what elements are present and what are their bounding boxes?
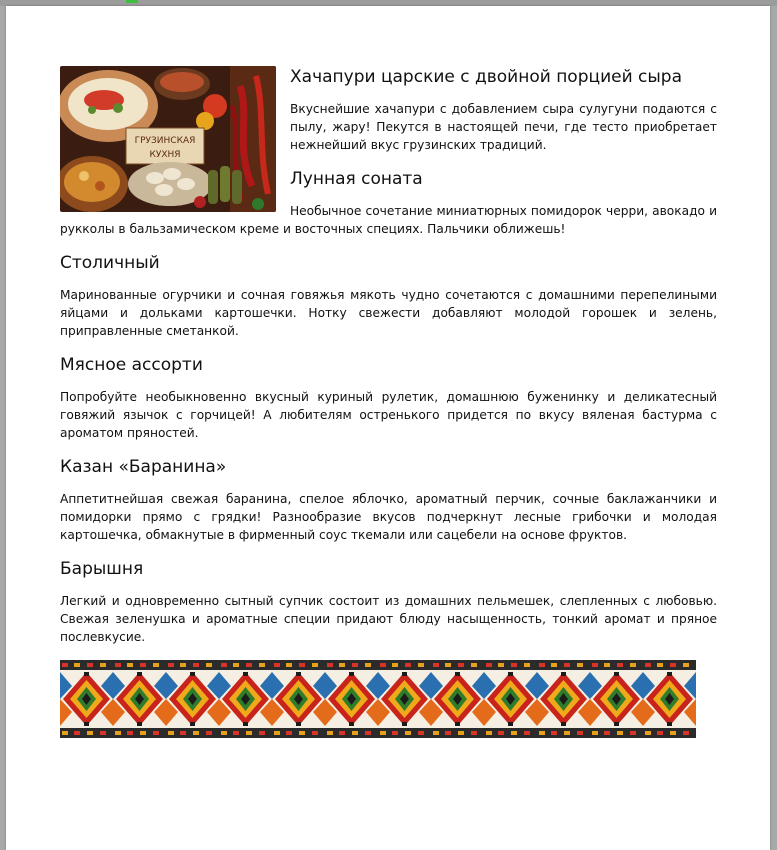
food-collage-image	[60, 66, 276, 212]
document-page	[6, 6, 770, 850]
section-title-baryshnya: Барышня	[60, 559, 144, 579]
image-caption-line2: КУХНЯ	[149, 150, 181, 160]
section-text-baryshnya: Легкий и одновременно сытный супчик состоит из домашних пельмешек, слепленных с любовью. Свежая зеленушка и ароматные специи придают блюду насыщенность, тонкий аромат и пряное послевкусие.	[60, 594, 717, 644]
section-title-khachapuri: Хачапури царские с двойной порцией сыра	[290, 67, 683, 87]
section-title-stolichny: Столичный	[60, 253, 160, 273]
section-text-khachapuri: Вкуснейшие хачапури с добавлением сыра сулугуни подаются с пылу, жару! Пекутся в настоящей печи, где тесто приобретает нежнейший вкус грузинских традиций.	[290, 102, 717, 152]
section-text-stolichny: Маринованные огурчики и сочная говяжья мякоть чудно сочетаются с домашними перепелиными яйцами и дольками картошечки. Нотку свежести добавляют молодой горошек и зелень, приправленные сметанкой.	[60, 288, 717, 338]
image-caption-line1: ГРУЗИНСКАЯ	[134, 136, 196, 146]
section-text-lunnaya-sonata: Необычное сочетание миниатюрных помидорок черри, авокадо и рукколы в бальзамическом креме и восточных специях. Пальчики оближешь!	[60, 204, 717, 236]
georgian-cuisine-photo	[60, 66, 276, 212]
status-marker	[126, 0, 138, 3]
section-text-kazan-baranina: Аппетитнейшая свежая баранина, спелое яблочко, ароматный перчик, сочные баклажанчики и помидорки прямо с грядки! Разнообразие вкусов подчеркнут лесные грибочки и молодая картошечка, обмакнутые в фирменный соус ткемали или сацебели на основе фруктов.	[60, 492, 717, 542]
section-text-myasnoe-assorti: Попробуйте необыкновенно вкусный куриный рулетик, домашнюю буженинку и деликатесный говяжий язычок с горчицей! А любителям остренького придется по вкусу вяленая бастурма с ароматом пряностей.	[60, 390, 717, 440]
page-content	[60, 66, 717, 738]
section-title-lunnaya-sonata: Лунная соната	[290, 169, 423, 189]
ornament-border-image	[60, 660, 696, 738]
section-title-myasnoe-assorti: Мясное ассорти	[60, 355, 203, 375]
section-title-kazan-baranina: Казан «Баранина»	[60, 457, 227, 477]
